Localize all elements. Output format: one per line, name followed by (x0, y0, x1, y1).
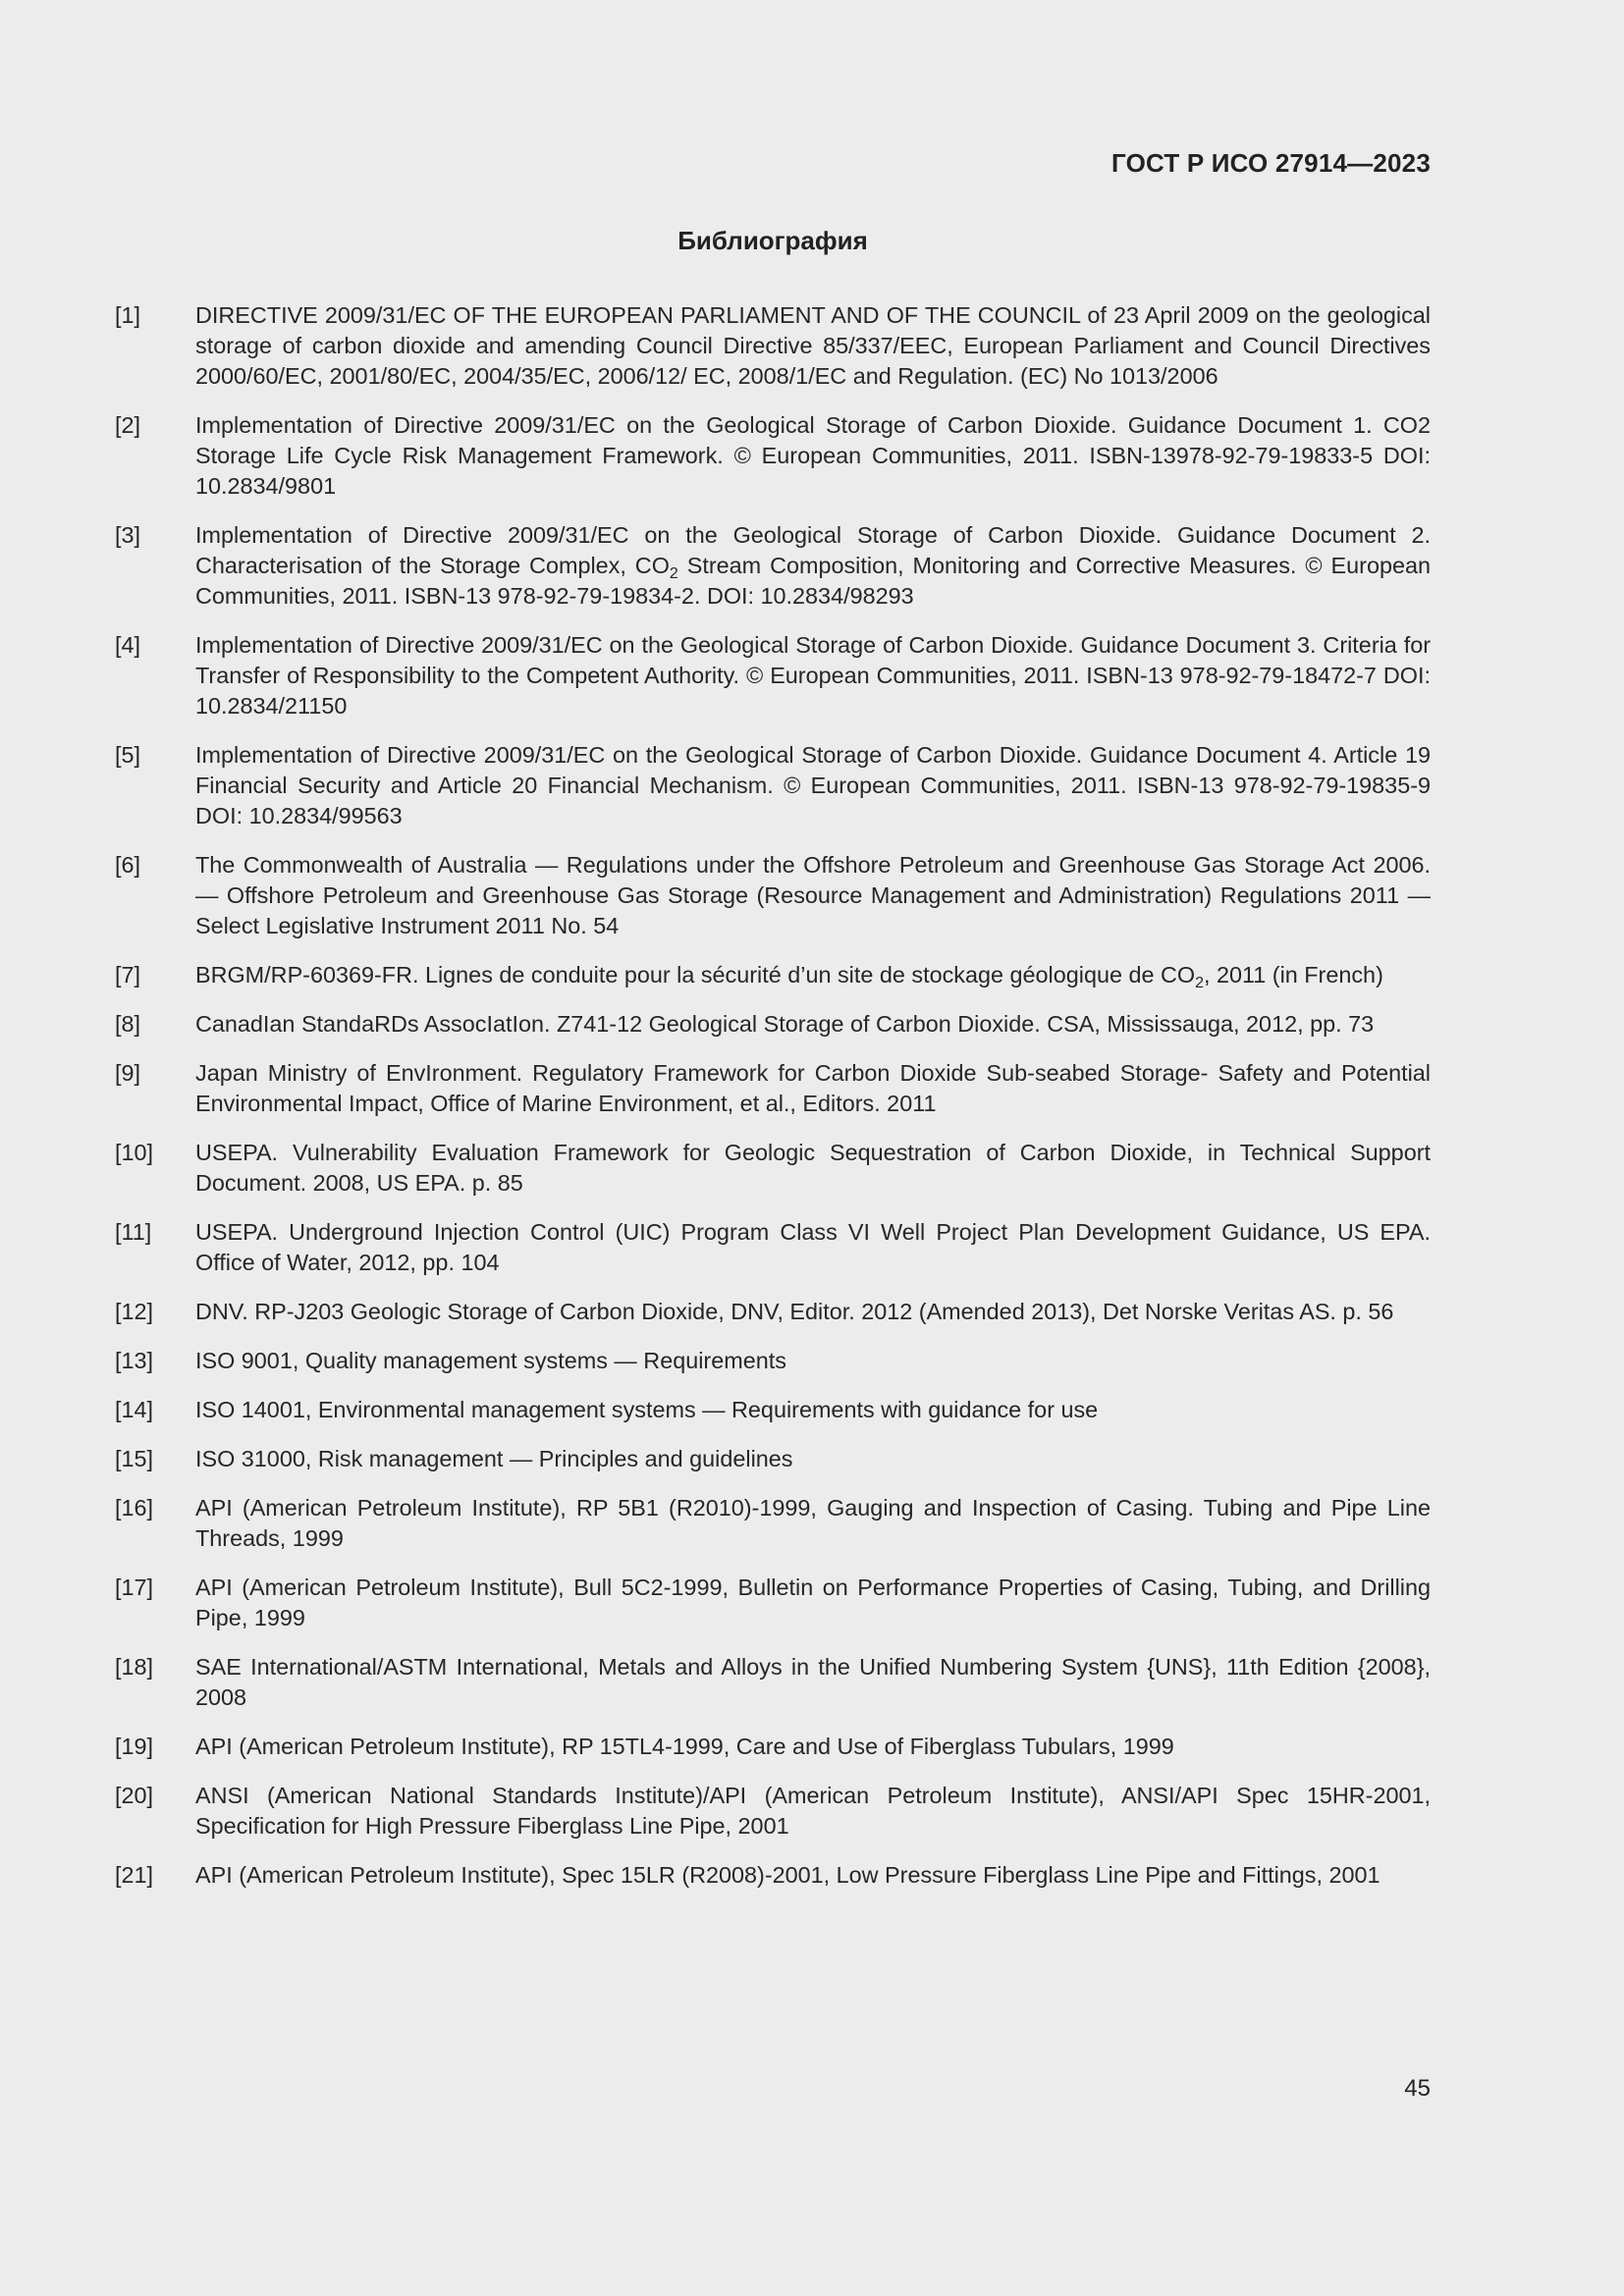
entry-number: [11] (115, 1219, 152, 1245)
entry-text: ISO 14001, Environmental management systems — Requirements with guidance for use (195, 1397, 1099, 1422)
entry-text: API (American Petroleum Institute), RP 15TL4-1999, Care and Use of Fiberglass Tubulars, 1999 (195, 1734, 1174, 1759)
bibliography-entry (115, 960, 1431, 990)
bibliography-entry (115, 1860, 1431, 1891)
bibliography-entry (115, 1297, 1431, 1327)
entry-text: SAE International/ASTM International, Metals and Alloys in the Unified Numbering System {UNS}, 11th Edition {2008}, 2008 (195, 1654, 1431, 1710)
entry-number: [4] (115, 632, 141, 658)
entry-text-part: Implementation of Directive 2009/31/EC on the Geological Storage of Carbon Dioxide. Guidance Document 2. Characterisation of the Storage Complex, CO (195, 522, 1431, 578)
entry-text-part: Stream Composition, Monitoring and Corrective Measures. © European Communities, 2011. ISBN-13 978-92-79-19834-2. DOI: 10.2834/98293 (195, 553, 1431, 609)
bibliography-entry (115, 1138, 1431, 1199)
entry-number: [13] (115, 1348, 154, 1373)
entry-text: The Commonwealth of Australia — Regulations under the Offshore Petroleum and Greenhouse Gas Storage Act 2006. — Offshore Petroleum and Greenhouse Gas Storage (Resource Management and Administration) Regulations 2011 — Select Legislative Instrument 2011 No. 54 (195, 852, 1431, 938)
subscript: 2 (1195, 975, 1204, 991)
bibliography-entry (115, 1009, 1431, 1040)
subscript: 2 (669, 565, 678, 582)
entry-text: Implementation of Directive 2009/31/EC on the Geological Storage of Carbon Dioxide. Guidance Document 3. Criteria for Transfer of Responsibility to the Competent Authority. © European Communities, 2011. ISBN-13 978-92-79-18472-7 DOI: 10.2834/21150 (195, 632, 1431, 719)
entry-number: [9] (115, 1060, 141, 1086)
entry-number: [18] (115, 1654, 154, 1680)
entry-text-part: BRGM/RP-60369-FR. Lignes de conduite pour la sécurité d’un site de stockage géologique de CO (195, 962, 1196, 988)
bibliography-entry (115, 1346, 1431, 1376)
bibliography-entry (115, 1217, 1431, 1278)
entry-number: [21] (115, 1862, 154, 1888)
bibliography-entry (115, 300, 1431, 392)
entry-text-part: , 2011 (in French) (1203, 962, 1383, 988)
entry-text: API (American Petroleum Institute), Spec 15LR (R2008)-2001, Low Pressure Fiberglass Line Pipe and Fittings, 2001 (195, 1862, 1380, 1888)
bibliography-entry (115, 1732, 1431, 1762)
entry-number: [19] (115, 1734, 154, 1759)
entry-text: ANSI (American National Standards Institute)/API (American Petroleum Institute), ANSI/API Spec 15HR-2001, Specification for High Pressure Fiberglass Line Pipe, 2001 (195, 1783, 1431, 1839)
entry-text: ISO 31000, Risk management — Principles and guidelines (195, 1446, 793, 1471)
bibliography-entry (115, 1781, 1431, 1842)
entry-number: [1] (115, 302, 141, 328)
bibliography-entry (115, 520, 1431, 612)
bibliography-entry (115, 1395, 1431, 1425)
entry-number: [3] (115, 522, 141, 548)
entry-text: USEPA. Vulnerability Evaluation Framework for Geologic Sequestration of Carbon Dioxide, in Technical Support Document. 2008, US EPA. p. 85 (195, 1140, 1431, 1196)
entry-text: DIRECTIVE 2009/31/EC OF THE EUROPEAN PARLIAMENT AND OF THE COUNCIL of 23 April 2009 on the geological storage of carbon dioxide and amending Council Directive 85/337/EEC, European Parliament and Council Directives 2000/60/EC, 2001/80/EC, 2004/35/EC, 2006/12/ EC, 2008/1/EC and Regulation. (EC) No 1013/2006 (195, 302, 1431, 389)
page-number: 45 (1404, 2075, 1431, 2102)
entry-number: [6] (115, 852, 141, 878)
bibliography-entry (115, 630, 1431, 721)
bibliography-list (115, 300, 1431, 1909)
entry-text: Japan Ministry of EnvIronment. Regulatory Framework for Carbon Dioxide Sub-seabed Storage- Safety and Potential Environmental Impact, Office of Marine Environment, et al., Editors. 2011 (195, 1060, 1431, 1116)
entry-number: [16] (115, 1495, 154, 1521)
entry-number: [10] (115, 1140, 154, 1165)
entry-text: ISO 9001, Quality management systems — Requirements (195, 1348, 786, 1373)
entry-number: [14] (115, 1397, 154, 1422)
bibliography-entry (115, 1493, 1431, 1554)
bibliography-entry (115, 410, 1431, 502)
entry-text: DNV. RP-J203 Geologic Storage of Carbon Dioxide, DNV, Editor. 2012 (Amended 2013), Det Norske Veritas AS. p. 56 (195, 1299, 1394, 1324)
entry-number: [12] (115, 1299, 154, 1324)
entry-text: API (American Petroleum Institute), Bull 5C2-1999, Bulletin on Performance Properties of Casing, Tubing, and Drilling Pipe, 1999 (195, 1575, 1431, 1630)
entry-number: [7] (115, 962, 141, 988)
entry-number: [5] (115, 742, 141, 768)
entry-text: Implementation of Directive 2009/31/EC on the Geological Storage of Carbon Dioxide. Guidance Document 1. CO2 Storage Life Cycle Risk Management Framework. © European Communities, 2011. ISBN-13978-92-79-19833-5 DOI: 10.2834/9801 (195, 412, 1431, 499)
document-code: ГОСТ Р ИСО 27914—2023 (1110, 148, 1431, 178)
bibliography-entry (115, 1573, 1431, 1633)
entry-text: USEPA. Underground Injection Control (UIC) Program Class VI Well Project Plan Development Guidance, US EPA. Office of Water, 2012, pp. 104 (195, 1219, 1431, 1275)
bibliography-entry (115, 1058, 1431, 1119)
bibliography-entry (115, 740, 1431, 831)
entry-text: Implementation of Directive 2009/31/EC on the Geological Storage of Carbon Dioxide. Guidance Document 4. Article 19 Financial Security and Article 20 Financial Mechanism. © European Communities, 2011. ISBN-13 978-92-79-19835-9 DOI: 10.2834/99563 (195, 742, 1431, 828)
entry-text: API (American Petroleum Institute), RP 5B1 (R2010)-1999, Gauging and Inspection of Casing. Tubing and Pipe Line Threads, 1999 (195, 1495, 1431, 1551)
entry-text: CanadIan StandaRDs AssocIatIon. Z741-12 Geological Storage of Carbon Dioxide. CSA, Mississauga, 2012, pp. 73 (195, 1011, 1375, 1037)
bibliography-entry (115, 1444, 1431, 1474)
section-title: Библиография (677, 226, 868, 255)
entry-text (195, 520, 1431, 612)
entry-number: [2] (115, 412, 141, 438)
entry-number: [15] (115, 1446, 154, 1471)
bibliography-entry (115, 850, 1431, 941)
bibliography-entry (115, 1652, 1431, 1713)
entry-number: [20] (115, 1783, 154, 1808)
entry-number: [17] (115, 1575, 154, 1600)
entry-number: [8] (115, 1011, 141, 1037)
entry-text (195, 960, 1431, 990)
